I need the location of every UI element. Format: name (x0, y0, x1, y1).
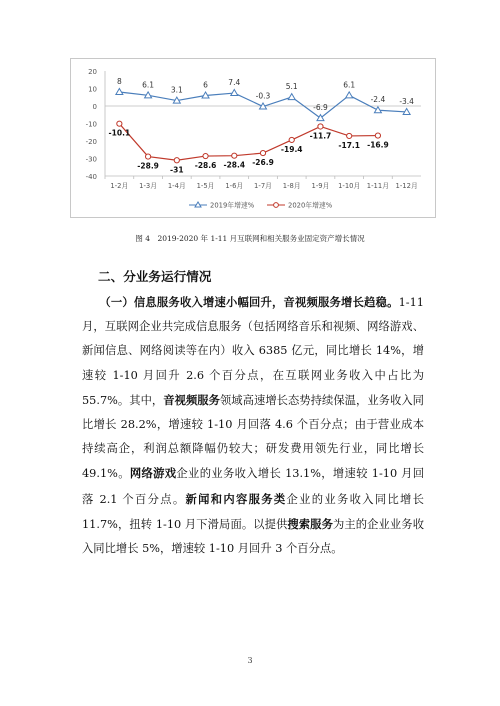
series-2020-data-label: -10.1 (108, 128, 131, 138)
y-tick-label: -40 (85, 173, 97, 181)
series-2020-data-label: -28.9 (137, 161, 159, 171)
series-2019-data-label: -2.4 (370, 95, 386, 105)
x-tick-label: 1-3月 (139, 182, 158, 190)
legend-2019-label: 2019年增速% (210, 201, 255, 210)
series-2020-data-label: -11.7 (309, 131, 332, 141)
series-2019-marker (346, 92, 353, 98)
chart-frame (70, 58, 436, 218)
series-2020-data-label: -31 (170, 165, 184, 175)
series-2020-marker (174, 158, 179, 163)
series-2019-marker (116, 89, 123, 95)
legend-2020-marker (274, 203, 279, 208)
series-2019-marker (231, 90, 238, 96)
series-2019-data-label: 6.1 (343, 80, 356, 90)
x-tick-label: 1-10月 (338, 182, 361, 190)
para-text: 为主的企业业务收入同比增长 5%，增速较 1-10 月回升 3 个百分点。 (82, 517, 424, 556)
y-tick-label: -10 (85, 120, 97, 129)
series-2020-marker (117, 121, 122, 126)
series-2020-data-label: -28.4 (223, 160, 246, 170)
y-tick-label: -20 (85, 138, 97, 146)
legend-2020-label: 2020年增速% (288, 201, 333, 210)
figure-caption: 图 4 2019-2020 年 1-11 月互联网和相关服务业固定资产增长情况 (135, 234, 365, 243)
y-tick-label: 0 (92, 103, 97, 111)
x-tick-label: 1-11月 (366, 182, 390, 190)
para-text: 1-11 月，互联网企业共完成信息服务（包括网络音乐和视频、网络游戏、新闻信息、网络阅读等在内）收入 6385 亿元，同比增长 14%，增速较 1-10 月回升 2.6 个百分点，在互联网业务收入中占比为 55.7%。其中， (82, 296, 424, 407)
series-2020-marker (203, 153, 208, 158)
series-2019-marker (374, 107, 381, 113)
page-number: 3 (247, 656, 253, 665)
para-indent (82, 296, 105, 309)
series-2019-data-label: -0.3 (255, 91, 271, 101)
x-tick-label: 1-7月 (254, 182, 272, 190)
body-paragraph (82, 290, 424, 561)
para-text: 企业的业务收入同比增长 11.7%，扭转 1-10 月下滑局面。以提供 (82, 492, 424, 531)
series-2020-marker (260, 150, 265, 155)
series-2019-marker (288, 94, 295, 100)
series-2020-data-label: -28.6 (194, 161, 217, 171)
series-2020-marker (347, 133, 352, 138)
x-tick-label: 1-4月 (167, 182, 186, 190)
y-tick-label: 20 (88, 68, 97, 76)
series-2020-data-label: -19.4 (280, 144, 303, 154)
series-2020-marker (232, 153, 237, 158)
x-tick-label: 1-12月 (395, 182, 418, 190)
para-bold-term: 搜索服务 (287, 516, 333, 531)
series-2019-data-label: 5.1 (285, 82, 298, 92)
series-2019-data-label: 6 (203, 80, 208, 90)
x-tick-label: 1-5月 (196, 182, 215, 190)
line-chart (71, 59, 435, 217)
x-tick-label: 1-9月 (311, 182, 330, 190)
y-tick-label: 10 (88, 85, 97, 94)
series-2020-marker (289, 137, 294, 142)
series-2020-marker (375, 133, 380, 138)
para-bold-term: 音视频服务 (163, 392, 220, 407)
x-tick-label: 1-2月 (110, 182, 129, 190)
para-bold-term: 网络游戏 (129, 466, 177, 481)
section-heading: 二、分业务运行情况 (98, 269, 212, 284)
series-2019-data-label: -6.9 (313, 103, 328, 113)
series-2020-data-label: -17.1 (338, 140, 360, 150)
series-2019-data-label: 3.1 (170, 85, 183, 95)
x-tick-label: 1-8月 (282, 182, 301, 190)
series-2020-data-label: -26.9 (252, 158, 274, 168)
para-bold-heading: （一）信息服务收入增速小幅回升，音视频服务增长趋稳。 (105, 295, 399, 309)
para-text: 企业的业务收入增长 13.1%，增速较 1-10 月回落 2.1 个百分点。 (82, 467, 424, 506)
para-text: 领域高速增长态势持续保温，业务收入同比增长 28.2%，增速较 1-10 月回落 4.6 个百分点；由于营业成本持续高企，利润总额降幅仍较大；研发费用领先行业，同比增长 49.1%。 (82, 393, 424, 481)
para-bold-term: 新闻和内容服务类 (185, 491, 287, 506)
x-tick-label: 1-6月 (225, 182, 244, 190)
series-2020-data-label: -16.9 (367, 140, 389, 150)
series-2020-marker (318, 124, 323, 129)
series-2020-marker (145, 154, 150, 159)
series-2019-data-label: 8 (116, 77, 122, 86)
series-2019-data-label: -3.4 (399, 96, 414, 106)
y-tick-label: -30 (85, 155, 97, 164)
series-2019-data-label: 6.1 (142, 80, 155, 90)
series-2019-data-label: 7.4 (228, 78, 241, 88)
